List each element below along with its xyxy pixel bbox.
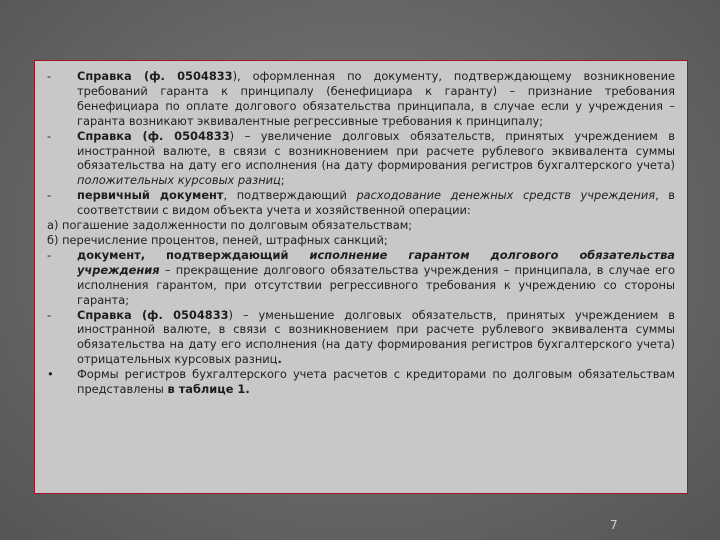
bold-text: документ, подтверждающий — [77, 247, 310, 262]
body-text: Формы регистров бухгалтерского учета расчетов с кредиторами по долговым обязательствам представлены — [77, 367, 675, 397]
list-item-text — [77, 69, 675, 129]
list-item — [47, 188, 675, 218]
body-text: , в соответствии с видом объекта учета и хозяйственной операции: — [77, 188, 675, 218]
body-text: ), оформленная по документу, подтверждающему возникновение требований гаранта к принципалу (бенефициара к гаранту) – признание требования бенефициара по оплате долгового обязательства принципала, в случае если у учреждения – гаранта возникают эквивалентные регрессивные требования к принципалу; — [77, 69, 675, 128]
punctuation: ; — [280, 173, 285, 188]
list-item-text — [77, 248, 675, 308]
list-item-text — [77, 308, 675, 368]
bold-text: в таблице 1. — [167, 382, 250, 397]
bold-italic-text: исполнение гарантом долгового обязательства учреждения — [77, 247, 675, 277]
list-marker: - — [47, 128, 52, 143]
body-text: , подтверждающий — [223, 188, 357, 203]
list-item-text — [77, 188, 675, 218]
sub-item: б) перечисление процентов, пеней, штрафных санкций; — [47, 232, 388, 247]
list-item-text — [77, 129, 675, 189]
list-item — [47, 248, 675, 308]
punctuation: . — [277, 352, 282, 367]
body-text: – прекращение долгового обязательства учреждения – принципала, в случае его исполнения гарантом, при отсутствии регрессивного требования к учреждению со стороны гаранта; — [77, 262, 675, 307]
body-text: ) – уменьшение долговых обязательств, принятых учреждением в иностранной валюте, в связи с возникновением при расчете рублевого эквивалента суммы обязательства на дату его исполнения (на дату формирования регистров бухгалтерского учета) отрицательных курсовых разниц — [77, 307, 675, 367]
list-item — [47, 69, 675, 129]
list-item — [47, 129, 675, 189]
body-text: ) – увеличение долговых обязательств, принятых учреждением в иностранной валюте, в связи с возникновением при расчете рублевого эквивалента суммы обязательства на дату его исполнения (на дату формирования регистров бухгалтерского учета) — [77, 128, 675, 173]
list-item — [47, 308, 675, 368]
list-item-text — [77, 367, 675, 397]
bold-text: Справка (ф. 0504833 — [77, 69, 233, 83]
content-text-box — [34, 60, 688, 494]
page-number: 7 — [610, 518, 618, 532]
italic-text: расходование денежных средств учреждения — [356, 188, 656, 203]
list-marker: - — [47, 69, 52, 83]
list-item — [47, 367, 675, 397]
list-marker: - — [47, 188, 52, 203]
italic-text: положительных курсовых разниц — [77, 173, 281, 188]
sub-item: а) погашение задолженности по долговым обязательствам; — [47, 218, 413, 233]
bold-text: Справка (ф. 0504833 — [77, 128, 230, 143]
list-marker: - — [47, 307, 52, 322]
list-marker: - — [47, 247, 52, 262]
bold-text: первичный документ — [77, 188, 224, 203]
bullet-marker: • — [47, 367, 54, 382]
bold-text: Справка (ф. 0504833 — [77, 307, 229, 322]
